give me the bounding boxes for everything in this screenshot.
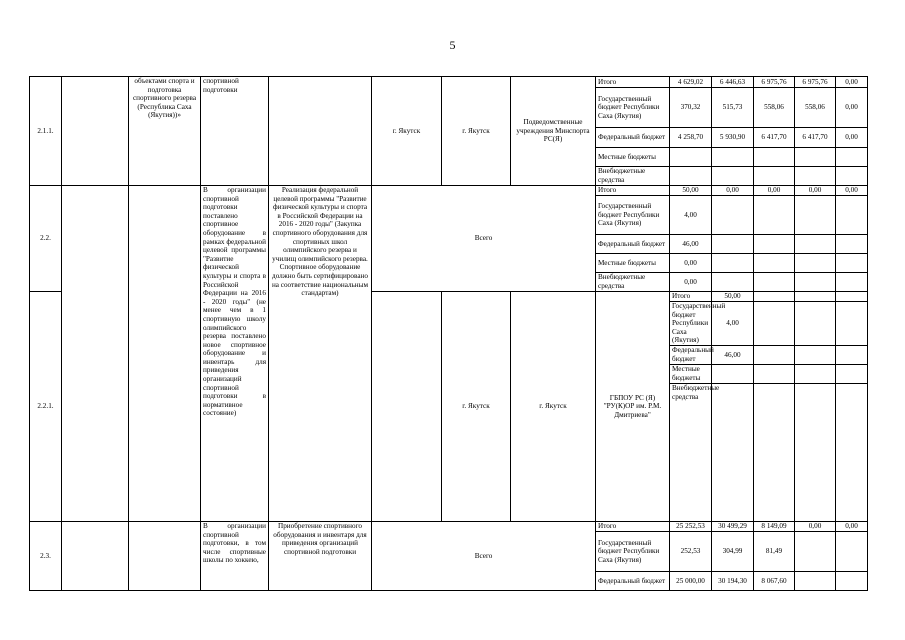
description-cell: Реализация федеральной целевой программы "Развитие физической культуры и спорта в Российской Федерации на 2016 - 2020 годы" (Закупка спортивного оборудования для спортивных школ олимпийского резерва и училищ олимпийского резерва. Спортивное оборудование должно быть сертифицировано на соответствие национальным стандартам) [269, 186, 372, 522]
finance-value [795, 292, 836, 302]
finance-value [795, 364, 836, 383]
finance-value [712, 148, 754, 167]
finance-value [754, 273, 795, 292]
finance-value [754, 196, 795, 235]
finance-value [795, 235, 836, 254]
finance-source: Местные бюджеты [596, 254, 670, 273]
finance-source: Местные бюджеты [596, 148, 670, 167]
finance-source: Внебюджетные средства [670, 383, 712, 521]
finance-source: Федеральный бюджет [596, 128, 670, 148]
finance-value: 8 149,09 [754, 521, 795, 531]
task-cell: В организации спортивной подготовки поставлено спортивное оборудование в рамках федеральной целевой программы "Развитие физической культуры и спорта в Российской Федерации на 2016 - 2020 годы" (не менее чем в 1 спортивную школу олимпийского резерва поставлено новое спортивное оборудование и инвентарь для приведения организаций спортивной подготовки в нормативное состояние) [201, 186, 269, 522]
empty-cell [62, 521, 129, 590]
finance-source: Государственный бюджет Республики Саха (Якутия) [596, 88, 670, 128]
finance-value [836, 364, 868, 383]
row-code: 2.3. [30, 521, 62, 590]
finance-value: 0,00 [670, 254, 712, 273]
empty-cell [372, 292, 442, 522]
finance-value: 6 417,70 [795, 128, 836, 148]
finance-value: 0,00 [836, 88, 868, 128]
empty-cell [62, 186, 129, 522]
finance-value [795, 383, 836, 521]
description-cell: Приобретение спортивного оборудования и инвентаря для приведения организаций спортивной подготовки [269, 521, 372, 590]
finance-value: 0,00 [836, 128, 868, 148]
finance-value [836, 273, 868, 292]
finance-source: Федеральный бюджет [670, 345, 712, 364]
finance-value [712, 254, 754, 273]
finance-value: 25 000,00 [670, 571, 712, 590]
finance-value [712, 196, 754, 235]
finance-value: 0,00 [670, 273, 712, 292]
finance-source: Государственный бюджет Республики Саха (Якутия) [596, 196, 670, 235]
finance-source: Местные бюджеты [670, 364, 712, 383]
finance-source: Внебюджетные средства [596, 167, 670, 186]
finance-value [754, 302, 795, 346]
settlement-cell: г. Якутск [511, 292, 596, 522]
description-cell: спортивной подготовки [201, 77, 269, 186]
finance-value [795, 254, 836, 273]
location-cell: Всего [372, 186, 596, 292]
finance-source: Внебюджетные средства [596, 273, 670, 292]
finance-value [754, 345, 795, 364]
executor-cell: Подведомственные учреждения Минспорта РС(Я) [511, 77, 596, 186]
finance-value: 6 446,63 [712, 77, 754, 88]
finance-value: 30 194,30 [712, 571, 754, 590]
empty-cell [269, 77, 372, 186]
page-number: 5 [449, 38, 456, 52]
finance-source: Итого [596, 77, 670, 88]
executor-cell: ГБПОУ РС (Я) "РУ(К)ОР им. Р.М. Дмитриева" [596, 292, 670, 522]
finance-value [836, 196, 868, 235]
finance-value [754, 292, 795, 302]
finance-value [836, 383, 868, 521]
finance-value: 0,00 [836, 186, 868, 196]
municipality-cell: г. Якутск [372, 77, 442, 186]
finance-value [795, 531, 836, 571]
finance-value [712, 167, 754, 186]
finance-value [836, 167, 868, 186]
table-row [30, 186, 868, 196]
finance-value [712, 383, 754, 521]
finance-source: Итого [670, 292, 712, 302]
finance-value: 6 975,76 [795, 77, 836, 88]
row-code: 2.2.1. [30, 292, 62, 522]
empty-cell [129, 521, 201, 590]
row-code: 2.1.1. [30, 77, 62, 186]
finance-value: 304,99 [712, 531, 754, 571]
finance-source: Государственный бюджет Республики Саха (Якутия) [670, 302, 712, 346]
finance-value: 46,00 [712, 345, 754, 364]
finance-value [795, 167, 836, 186]
finance-value [836, 571, 868, 590]
finance-value: 6 975,76 [754, 77, 795, 88]
finance-value [712, 235, 754, 254]
task-cell: В организации спортивной подготовки, в том числе спортивные школы по хоккею, [201, 521, 269, 590]
finance-value [795, 302, 836, 346]
finance-value: 50,00 [670, 186, 712, 196]
finance-value [795, 345, 836, 364]
empty-cell [62, 77, 129, 186]
finance-value: 0,00 [795, 521, 836, 531]
empty-cell [129, 186, 201, 522]
location-cell: Всего [372, 521, 596, 590]
finance-value: 4 629,02 [670, 77, 712, 88]
finance-value: 4 258,70 [670, 128, 712, 148]
finance-value: 0,00 [754, 186, 795, 196]
finance-value [836, 235, 868, 254]
finance-value [836, 148, 868, 167]
finance-value [754, 364, 795, 383]
finance-value: 370,32 [670, 88, 712, 128]
finance-value: 4,00 [712, 302, 754, 346]
finance-value: 6 417,70 [754, 128, 795, 148]
finance-value [836, 531, 868, 571]
finance-value: 46,00 [670, 235, 712, 254]
finance-value [754, 148, 795, 167]
municipality-cell: г. Якутск [442, 292, 511, 522]
finance-value [670, 167, 712, 186]
finance-value: 8 067,60 [754, 571, 795, 590]
finance-value: 0,00 [712, 186, 754, 196]
finance-value [670, 148, 712, 167]
program-table [29, 76, 868, 591]
finance-value: 30 499,29 [712, 521, 754, 531]
finance-value [795, 571, 836, 590]
finance-value: 515,73 [712, 88, 754, 128]
finance-source: Итого [596, 521, 670, 531]
finance-value: 252,53 [670, 531, 712, 571]
finance-value [754, 383, 795, 521]
finance-value: 25 252,53 [670, 521, 712, 531]
finance-value: 81,49 [754, 531, 795, 571]
finance-value: 0,00 [836, 77, 868, 88]
finance-value [836, 302, 868, 346]
finance-source: Федеральный бюджет [596, 235, 670, 254]
finance-value [795, 148, 836, 167]
finance-value [836, 345, 868, 364]
finance-value [795, 273, 836, 292]
finance-value [712, 364, 754, 383]
object-cell: объектами спорта и подготовка спортивного резерва (Республика Саха (Якутия))» [129, 77, 201, 186]
finance-value: 0,00 [836, 521, 868, 531]
settlement-cell: г. Якутск [442, 77, 511, 186]
finance-value [712, 273, 754, 292]
finance-value [836, 292, 868, 302]
finance-value [754, 167, 795, 186]
row-code: 2.2. [30, 186, 62, 292]
finance-value: 558,06 [754, 88, 795, 128]
finance-value [754, 235, 795, 254]
finance-source: Государственный бюджет Республики Саха (Якутия) [596, 531, 670, 571]
finance-value: 5 930,90 [712, 128, 754, 148]
finance-value: 558,06 [795, 88, 836, 128]
table-row [30, 521, 868, 531]
finance-value [836, 254, 868, 273]
finance-value [754, 254, 795, 273]
finance-value: 0,00 [795, 186, 836, 196]
finance-source: Федеральный бюджет [596, 571, 670, 590]
table-row [30, 77, 868, 88]
finance-value: 50,00 [712, 292, 754, 302]
finance-value: 4,00 [670, 196, 712, 235]
finance-value [795, 196, 836, 235]
finance-source: Итого [596, 186, 670, 196]
